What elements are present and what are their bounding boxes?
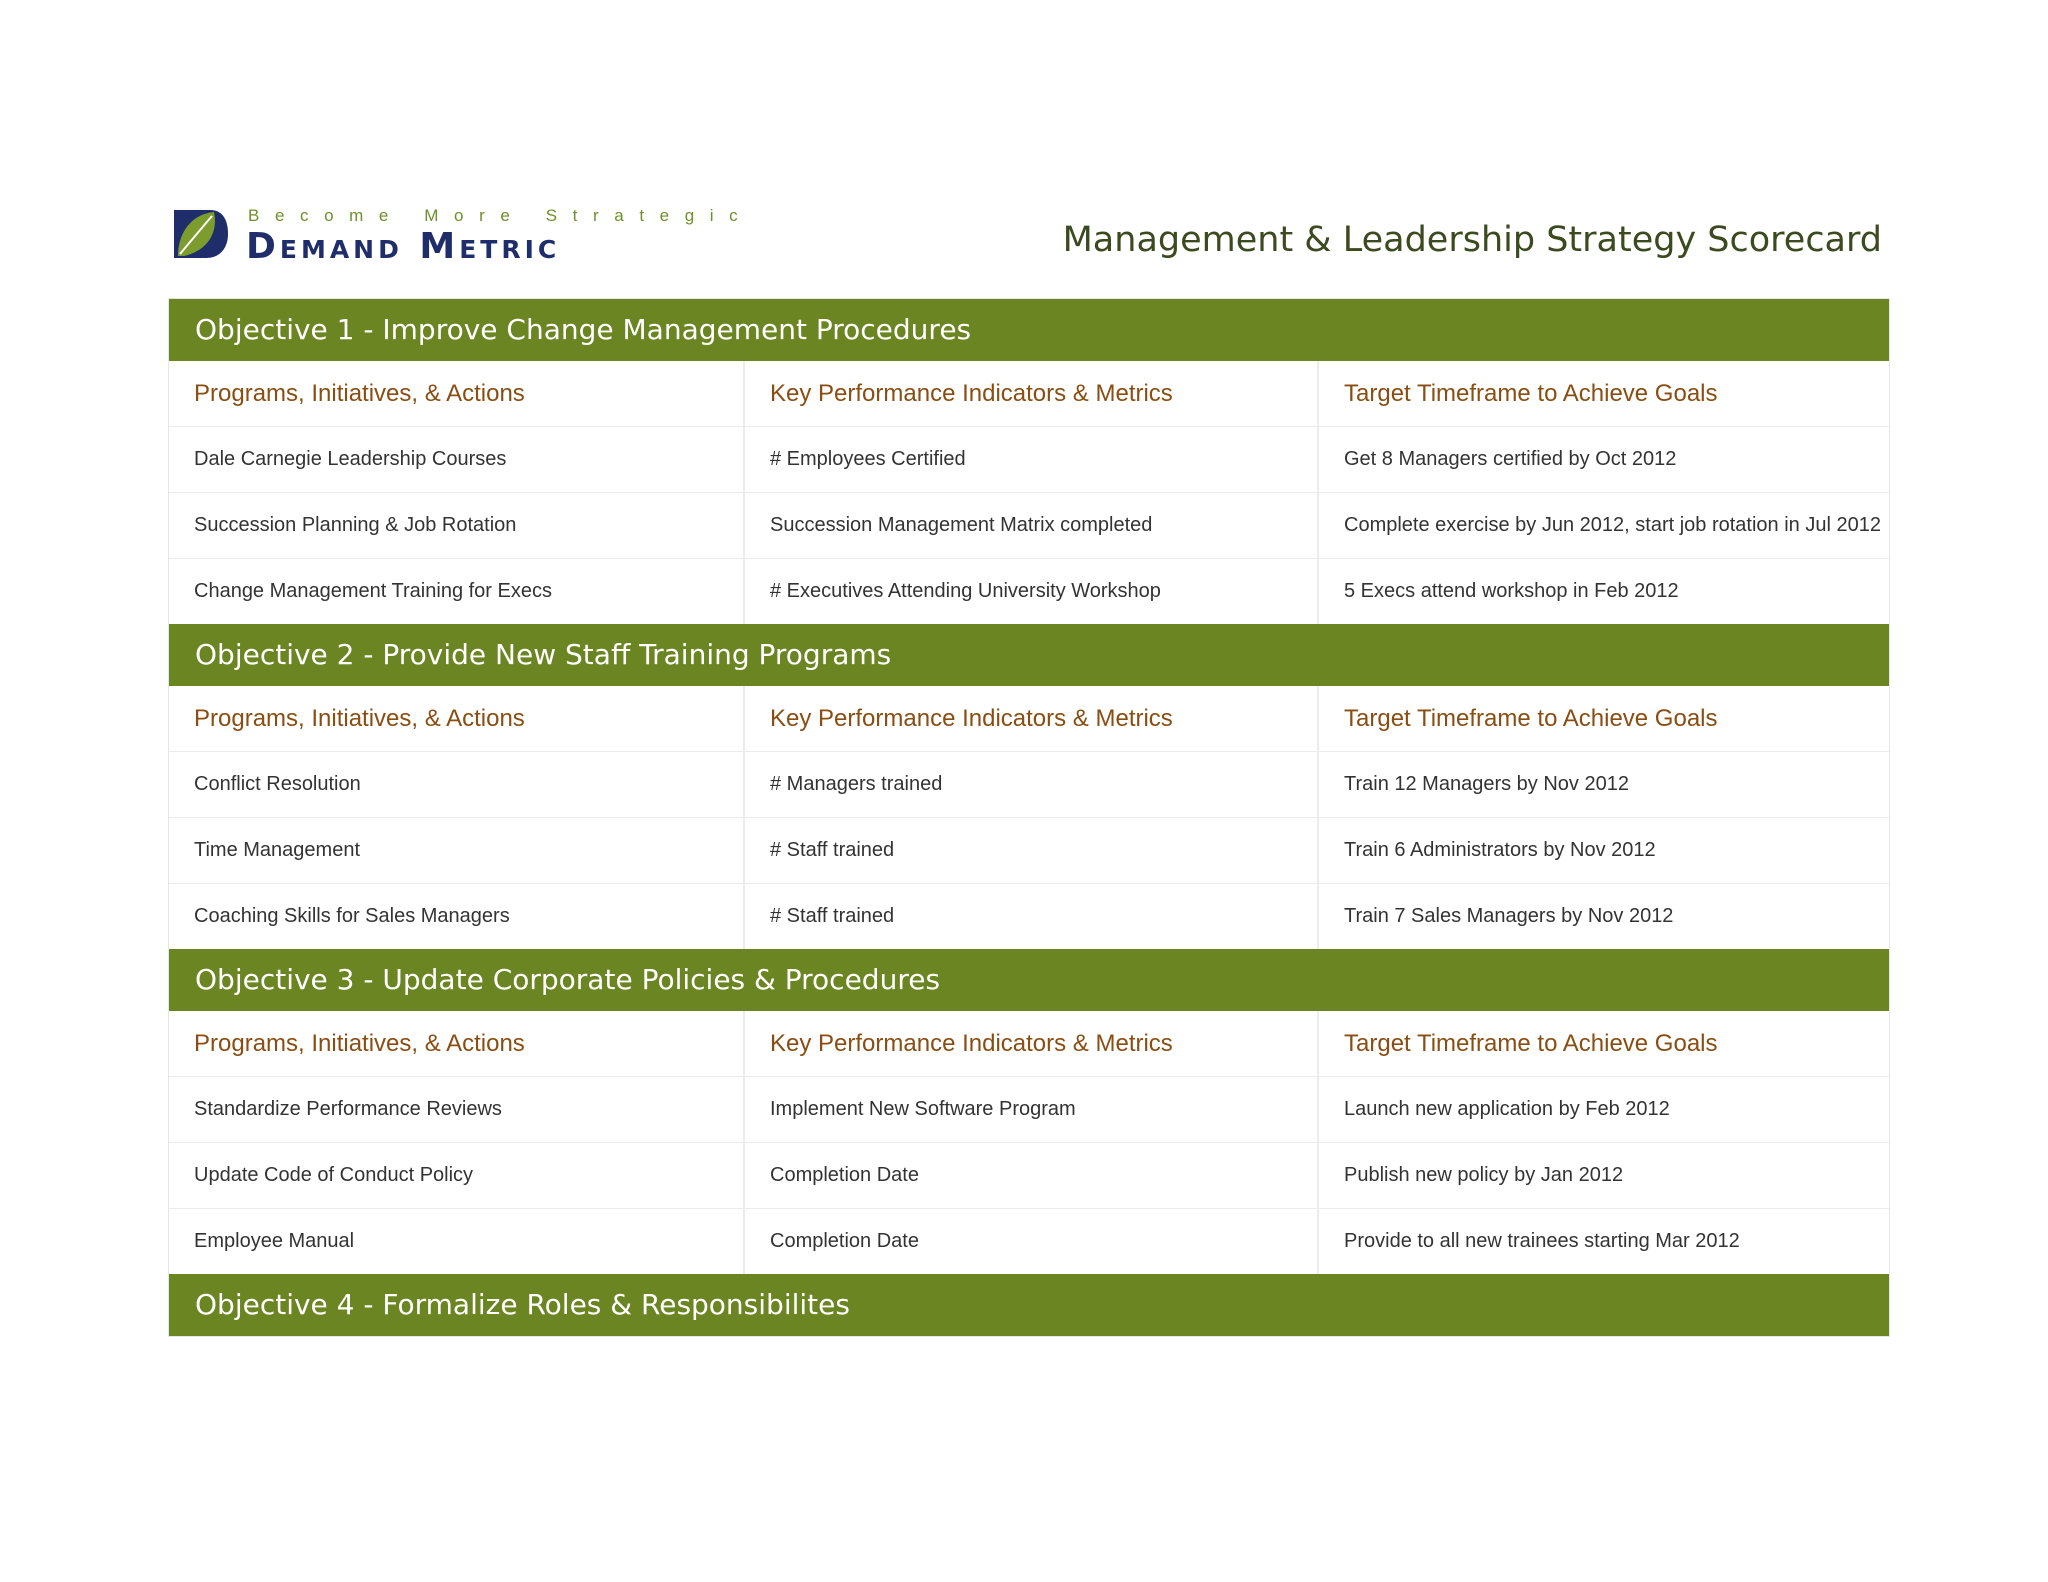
column-header-timeframe: Target Timeframe to Achieve Goals: [1317, 686, 1889, 751]
table-row: [169, 1208, 1889, 1274]
table-row: [169, 751, 1889, 817]
program-cell: Conflict Resolution: [194, 773, 361, 795]
column-header-kpis: Key Performance Indicators & Metrics: [743, 686, 1317, 751]
kpi-cell: # Employees Certified: [743, 427, 1317, 492]
program-cell: Dale Carnegie Leadership Courses: [194, 448, 507, 470]
kpi-cell: # Staff trained: [743, 818, 1317, 883]
kpi-cell: # Managers trained: [743, 752, 1317, 817]
column-header-kpis: Key Performance Indicators & Metrics: [743, 1011, 1317, 1076]
table-row: [169, 883, 1889, 949]
table-row: [169, 817, 1889, 883]
target-cell: Complete exercise by Jun 2012, start job rotation in Jul 2012: [1317, 493, 1889, 558]
column-header-kpis: Key Performance Indicators & Metrics: [743, 361, 1317, 426]
target-cell: Launch new application by Feb 2012: [1317, 1077, 1889, 1142]
program-cell: Time Management: [194, 839, 360, 861]
page-header: [170, 206, 1882, 288]
target-cell: Train 7 Sales Managers by Nov 2012: [1317, 884, 1889, 949]
kpi-cell: # Staff trained: [743, 884, 1317, 949]
program-cell: Succession Planning & Job Rotation: [194, 514, 517, 536]
demand-metric-logo: [170, 206, 754, 288]
kpi-cell: Succession Management Matrix completed: [743, 493, 1317, 558]
program-cell: Standardize Performance Reviews: [194, 1098, 502, 1120]
column-header-row: [169, 361, 1889, 426]
table-row: [169, 426, 1889, 492]
table-row: [169, 1076, 1889, 1142]
program-cell: Employee Manual: [194, 1230, 355, 1252]
objective-2-header: Objective 2 - Provide New Staff Training Programs: [169, 624, 1889, 686]
column-header-programs: Programs, Initiatives, & Actions: [194, 379, 525, 407]
column-header-programs: Programs, Initiatives, & Actions: [194, 1029, 525, 1057]
document-title: Management & Leadership Strategy Scorecard: [1062, 220, 1882, 260]
objective-4-header: Objective 4 - Formalize Roles & Responsibilites: [169, 1274, 1889, 1336]
objective-1-header: Objective 1 - Improve Change Management Procedures: [169, 299, 1889, 361]
kpi-cell: Implement New Software Program: [743, 1077, 1317, 1142]
scorecard-table: [168, 298, 1890, 1337]
kpi-cell: # Executives Attending University Workshop: [743, 559, 1317, 624]
target-cell: 5 Execs attend workshop in Feb 2012: [1317, 559, 1889, 624]
column-header-timeframe: Target Timeframe to Achieve Goals: [1317, 361, 1889, 426]
column-header-row: [169, 1011, 1889, 1076]
column-header-timeframe: Target Timeframe to Achieve Goals: [1317, 1011, 1889, 1076]
kpi-cell: Completion Date: [743, 1143, 1317, 1208]
target-cell: Train 12 Managers by Nov 2012: [1317, 752, 1889, 817]
target-cell: Provide to all new trainees starting Mar 2012: [1317, 1209, 1889, 1274]
target-cell: Publish new policy by Jan 2012: [1317, 1143, 1889, 1208]
kpi-cell: Completion Date: [743, 1209, 1317, 1274]
logo-tagline: Become More Strategic: [248, 206, 754, 225]
objective-3-header: Objective 3 - Update Corporate Policies & Procedures: [169, 949, 1889, 1011]
logo-wordmark: Demand Metric: [246, 226, 561, 267]
program-cell: Update Code of Conduct Policy: [194, 1164, 474, 1186]
logo-leaf-icon: [170, 206, 230, 262]
program-cell: Coaching Skills for Sales Managers: [194, 905, 510, 927]
table-row: [169, 492, 1889, 558]
target-cell: Train 6 Administrators by Nov 2012: [1317, 818, 1889, 883]
program-cell: Change Management Training for Execs: [194, 580, 552, 602]
target-cell: Get 8 Managers certified by Oct 2012: [1317, 427, 1889, 492]
column-header-programs: Programs, Initiatives, & Actions: [194, 704, 525, 732]
column-header-row: [169, 686, 1889, 751]
table-row: [169, 1142, 1889, 1208]
table-row: [169, 558, 1889, 624]
